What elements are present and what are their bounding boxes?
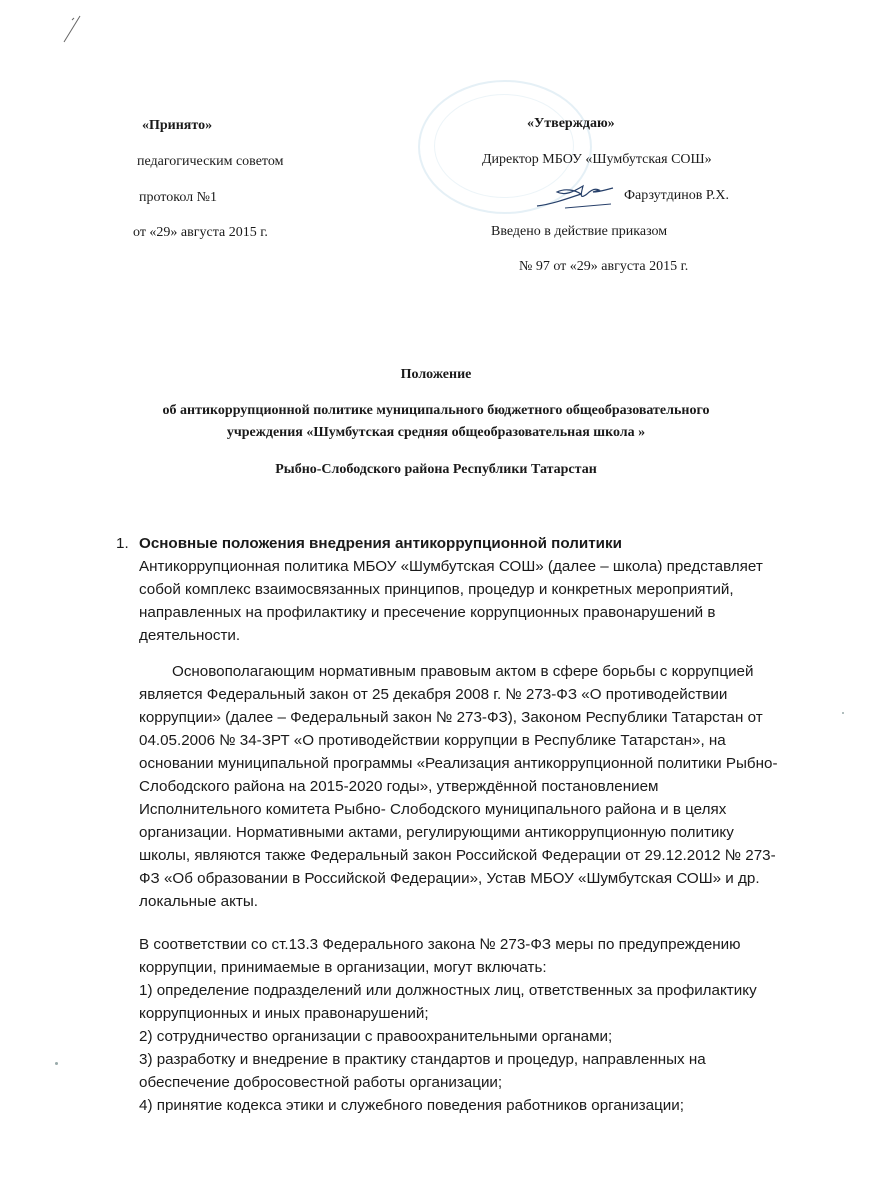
text-line: локальные акты.: [139, 893, 259, 910]
text-line: коррупционных и иных правонарушений;: [139, 1005, 429, 1022]
paragraph: [139, 933, 757, 1117]
text-line: направленных на профилактику и пресечение коррупционных правонарушений в: [139, 604, 716, 621]
accepted-line2: протокол №1: [139, 190, 217, 205]
pencil-mark-icon: [62, 12, 84, 44]
approve-line3: Введено в действие приказом: [491, 224, 668, 239]
scan-speck: [55, 1062, 58, 1065]
approve-title: «Утверждаю»: [527, 116, 615, 131]
text-line: 04.05.2006 № 34-ЗРТ «О противодействии коррупции в Республике Татарстан», на: [139, 732, 726, 749]
text-line: деятельности.: [139, 627, 241, 644]
text-line: Исполнительного комитета Рыбно- Слободского муниципального района и в целях: [139, 801, 727, 818]
approve-line4: № 97 от «29» августа 2015 г.: [519, 259, 689, 274]
signature: [535, 178, 615, 214]
text-line: 1) определение подразделений или должностных лиц, ответственных за профилактику: [139, 982, 757, 999]
text-line: 2) сотрудничество организации с правоохранительными органами;: [139, 1028, 613, 1045]
paragraph: [139, 660, 778, 913]
approve-line1: Директор МБОУ «Шумбутская СОШ»: [482, 152, 712, 167]
text-line: школы, являются также Федеральный закон Российской Федерации от 29.12.2012 № 273-: [139, 847, 776, 864]
scan-speck: [842, 712, 844, 714]
doc-subtitle-line2: учреждения «Шумбутская средняя общеобразовательная школа »: [226, 425, 646, 440]
text-line: обеспечение добросовестной работы организации;: [139, 1074, 503, 1091]
text-line: 3) разработку и внедрение в практику стандартов и процедур, направленных на: [139, 1051, 706, 1068]
text-line: основании муниципальной программы «Реализация антикоррупционной политики Рыбно-: [139, 755, 778, 772]
accepted-line1: педагогическим советом: [137, 154, 284, 169]
text-line: В соответствии со ст.13.3 Федерального закона № 273-ФЗ меры по предупреждению: [139, 936, 741, 953]
accepted-title: «Принято»: [142, 118, 213, 133]
text-line: коррупции, принимаемые в организации, могут включать:: [139, 959, 547, 976]
paragraph: [139, 555, 763, 647]
text-line: организации. Нормативными актами, регулирующими антикоррупционную политику: [139, 824, 734, 841]
doc-subtitle-line3: Рыбно-Слободского района Республики Татарстан: [275, 462, 597, 477]
text-line: Слободского района на 2015-2020 годы», утверждённой постановлением: [139, 778, 659, 795]
text-line: 4) принятие кодекса этики и служебного поведения работников организации;: [139, 1097, 684, 1114]
text-line: ФЗ «Об образовании в Российской Федерации», Устав МБОУ «Шумбутская СОШ» и др.: [139, 870, 760, 887]
text-line: собой комплекс взаимосвязанных принципов, процедур и конкретных мероприятий,: [139, 581, 734, 598]
approve-signer: Фарзутдинов Р.Х.: [624, 188, 729, 203]
text-line: коррупции» (далее – Федеральный закон № 273-ФЗ), Законом Республики Татарстан от: [139, 709, 763, 726]
text-line: является Федеральный закон от 25 декабря 2008 г. № 273-ФЗ «О противодействии: [139, 686, 728, 703]
text-line: Основополагающим нормативным правовым актом в сфере борьбы с коррупцией: [172, 663, 754, 680]
doc-subtitle-line1: об антикоррупционной политике муниципального бюджетного общеобразовательного: [162, 403, 710, 418]
accepted-line3: от «29» августа 2015 г.: [133, 225, 268, 240]
section-heading: Основные положения внедрения антикоррупционной политики: [139, 535, 622, 552]
text-line: Антикоррупционная политика МБОУ «Шумбутская СОШ» (далее – школа) представляет: [139, 558, 763, 575]
section-number: 1.: [116, 535, 129, 552]
doc-title: Положение: [400, 367, 472, 382]
